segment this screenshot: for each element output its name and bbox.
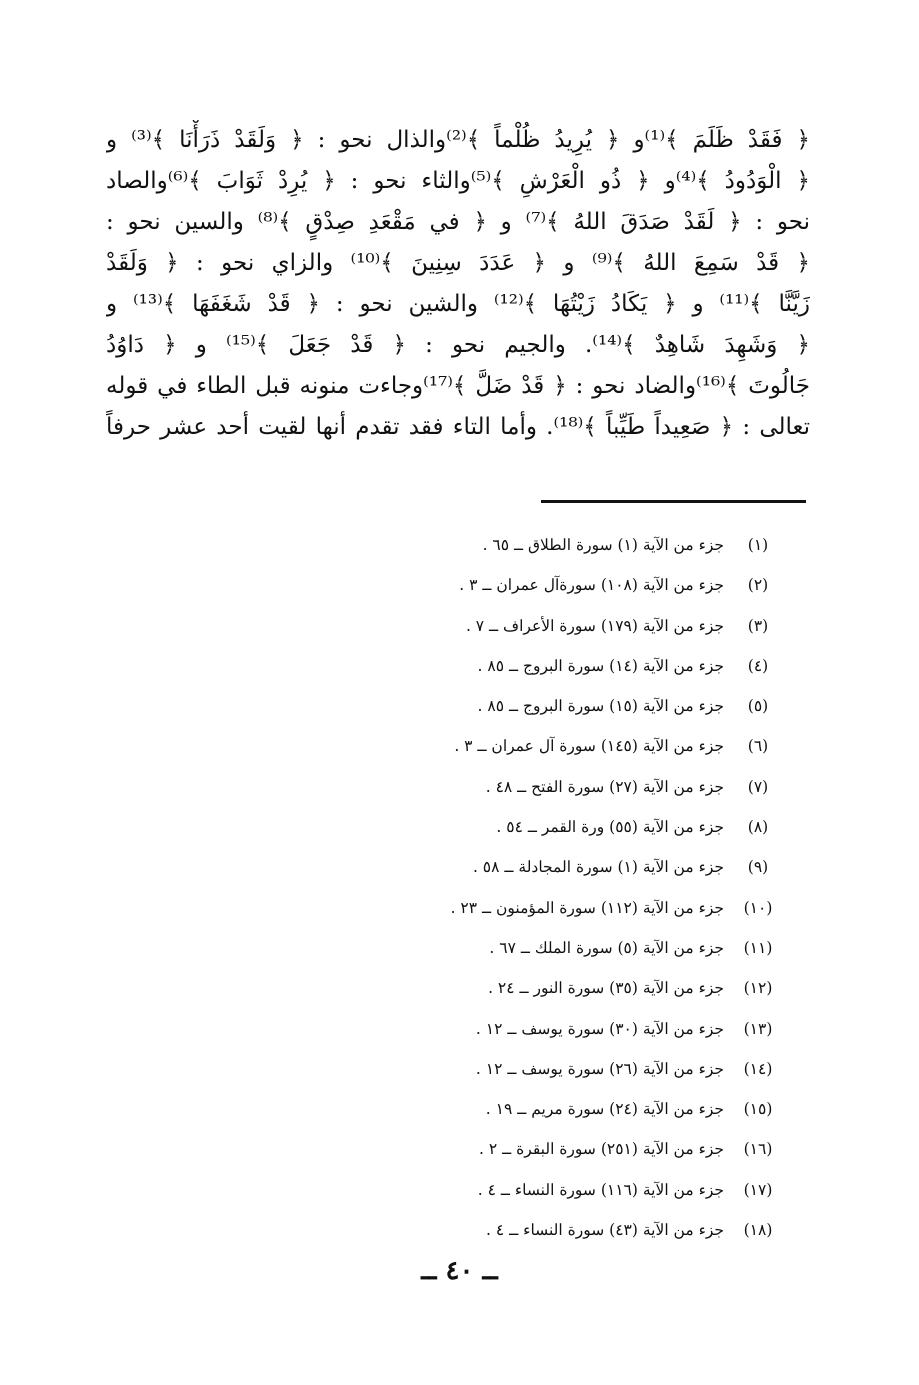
footnote-item [322, 726, 782, 766]
footnote-number: (١٥) [743, 1100, 773, 1119]
text-line: تعالى : ﴿ صَعِيداً طَيِّباً ﴾⁽¹⁸⁾. وأما التاء فقد تقدم أنها لقيت أحد عشر حرفاً [106, 414, 810, 440]
text-line: زَيَّنَّا ﴾⁽¹¹⁾ و ﴿ يَكَادُ زَيْتُهَا ﴾⁽¹²⁾ والشين نحو : ﴿ قَدْ شَغَفَهَا ﴾⁽¹³⁾ و [106, 291, 810, 317]
footnote-separator [541, 500, 806, 503]
footnote-item [322, 888, 782, 928]
text-line: نحو : ﴿ لَقَدْ صَدَقَ اللهُ ﴾⁽⁷⁾ و ﴿ في مَقْعَدِ صِدْقٍ ﴾⁽⁸⁾ والسين نحو : [106, 209, 810, 235]
footnote-number: (١١) [743, 938, 773, 957]
main-text [106, 120, 810, 448]
footnote-text: جزء من الآية (١١٢) سورة المؤمنون ــ ٢٣ . [450, 898, 724, 917]
footnote-text: جزء من الآية (١) سورة الطلاق ــ ٦٥ . [482, 536, 724, 554]
footnote-item [322, 1089, 782, 1129]
footnote-item [322, 686, 782, 726]
footnote-text: جزء من الآية (٣٠) سورة يوسف ــ ١٢ . [475, 1019, 724, 1038]
footnote-number: (١٨) [743, 1221, 773, 1240]
footnote-text: جزء من الآية (١٧٩) سورة الأعراف ــ ٧ . [465, 616, 724, 635]
footnote-item [322, 1009, 782, 1049]
text-line: ﴿ وَشَهِدَ شَاهِدٌ ﴾⁽¹⁴⁾. والجيم نحو : ﴿ قَدْ جَعَلَ ﴾⁽¹⁵⁾ و ﴿ دَاوُدُ [106, 332, 810, 358]
footnote-text: جزء من الآية (٥٥) ورة القمر ــ ٥٤ . [496, 818, 724, 837]
text-line: ﴿ الْوَدُودُ ﴾⁽⁴⁾و ﴿ ذُو الْعَرْشِ ﴾⁽⁵⁾والثاء نحو : ﴿ يُرِدْ ثَوَابَ ﴾⁽⁶⁾والصاد [106, 168, 810, 194]
footnote-item [322, 767, 782, 807]
footnote-number: (١٦) [743, 1140, 773, 1159]
text-line: جَالُوتَ ﴾⁽¹⁶⁾والضاد نحو : ﴿ قَدْ ضَلَّ ﴾⁽¹⁷⁾وجاءت منونه قبل الطاء في قوله [106, 373, 810, 399]
footnote-item [322, 646, 782, 686]
footnote-text: جزء من الآية (٢٤) سورة مريم ــ ١٩ . [485, 1100, 724, 1119]
footnote-text: جزء من الآية (١١٦) سورة النساء ــ ٤ . [477, 1180, 724, 1199]
text-line: ﴿ قَدْ سَمِعَ اللهُ ﴾⁽⁹⁾ و ﴿ عَدَدَ سِنِينَ ﴾⁽¹⁰⁾ والزاي نحو : ﴿ وَلَقَدْ [106, 250, 810, 276]
footnote-text: جزء من الآية (١٥) سورة البروج ــ ٨٥ . [477, 697, 724, 716]
footnotes-list [322, 525, 782, 1250]
footnote-item [322, 847, 782, 887]
footnote-item [322, 1210, 782, 1250]
text-line: ﴿ فَقَدْ ظَلَمَ ﴾⁽¹⁾و ﴿ يُرِيدُ ظُلْماً ﴾⁽²⁾والذال نحو : ﴿ وَلَقَدْ ذَرَأْنَا ﴾⁽³⁾ و [106, 127, 810, 153]
footnote-text: جزء من الآية (١٠٨) سورةآل عمران ــ ٣ . [459, 576, 724, 595]
footnote-number: (٨) [747, 818, 769, 837]
footnote-text: جزء من الآية (١) سورة المجادلة ــ ٥٨ . [472, 858, 724, 877]
footnote-number: (٧) [747, 777, 769, 796]
footnote-item [322, 968, 782, 1008]
footnote-text: جزء من الآية (٥) سورة الملك ــ ٦٧ . [489, 938, 724, 957]
footnote-item [322, 1049, 782, 1089]
footnote-number: (١٧) [743, 1180, 773, 1199]
footnote-number: (١) [747, 536, 769, 554]
footnote-item [322, 1129, 782, 1169]
footnote-text: جزء من الآية (٢٦) سورة يوسف ــ ١٢ . [475, 1059, 724, 1078]
footnote-text: جزء من الآية (١٤) سورة البروج ــ ٨٥ . [477, 656, 724, 675]
footnote-text: جزء من الآية (٣٥) سورة النور ــ ٢٤ . [488, 979, 724, 998]
footnote-item [322, 928, 782, 968]
footnote-number: (٣) [747, 616, 769, 635]
footnote-text: جزء من الآية (٢٥١) سورة البقرة ــ ٢ . [479, 1140, 724, 1159]
footnote-number: (٢) [747, 576, 769, 595]
footnote-number: (٩) [747, 858, 769, 877]
footnote-text: جزء من الآية (١٤٥) سورة آل عمران ــ ٣ . [454, 737, 724, 756]
footnote-number: (٥) [747, 697, 769, 716]
footnote-number: (٤) [747, 656, 769, 675]
page-number: ــ ٤٠ ــ [421, 1256, 498, 1286]
footnote-number: (٦) [747, 737, 769, 756]
footnote-item [322, 1170, 782, 1210]
footnote-number: (١٣) [743, 1019, 773, 1038]
footnote-number: (١٠) [743, 898, 773, 917]
footnote-number: (١٢) [743, 979, 773, 998]
footnote-number: (١٤) [743, 1059, 773, 1078]
footnote-item [322, 807, 782, 847]
footnote-text: جزء من الآية (٤٣) سورة النساء ــ ٤ . [486, 1221, 724, 1240]
footnote-item [322, 606, 782, 646]
footnote-text: جزء من الآية (٢٧) سورة الفتح ــ ٤٨ . [485, 777, 724, 796]
footnote-item [322, 565, 782, 605]
footnote-item [322, 525, 782, 565]
